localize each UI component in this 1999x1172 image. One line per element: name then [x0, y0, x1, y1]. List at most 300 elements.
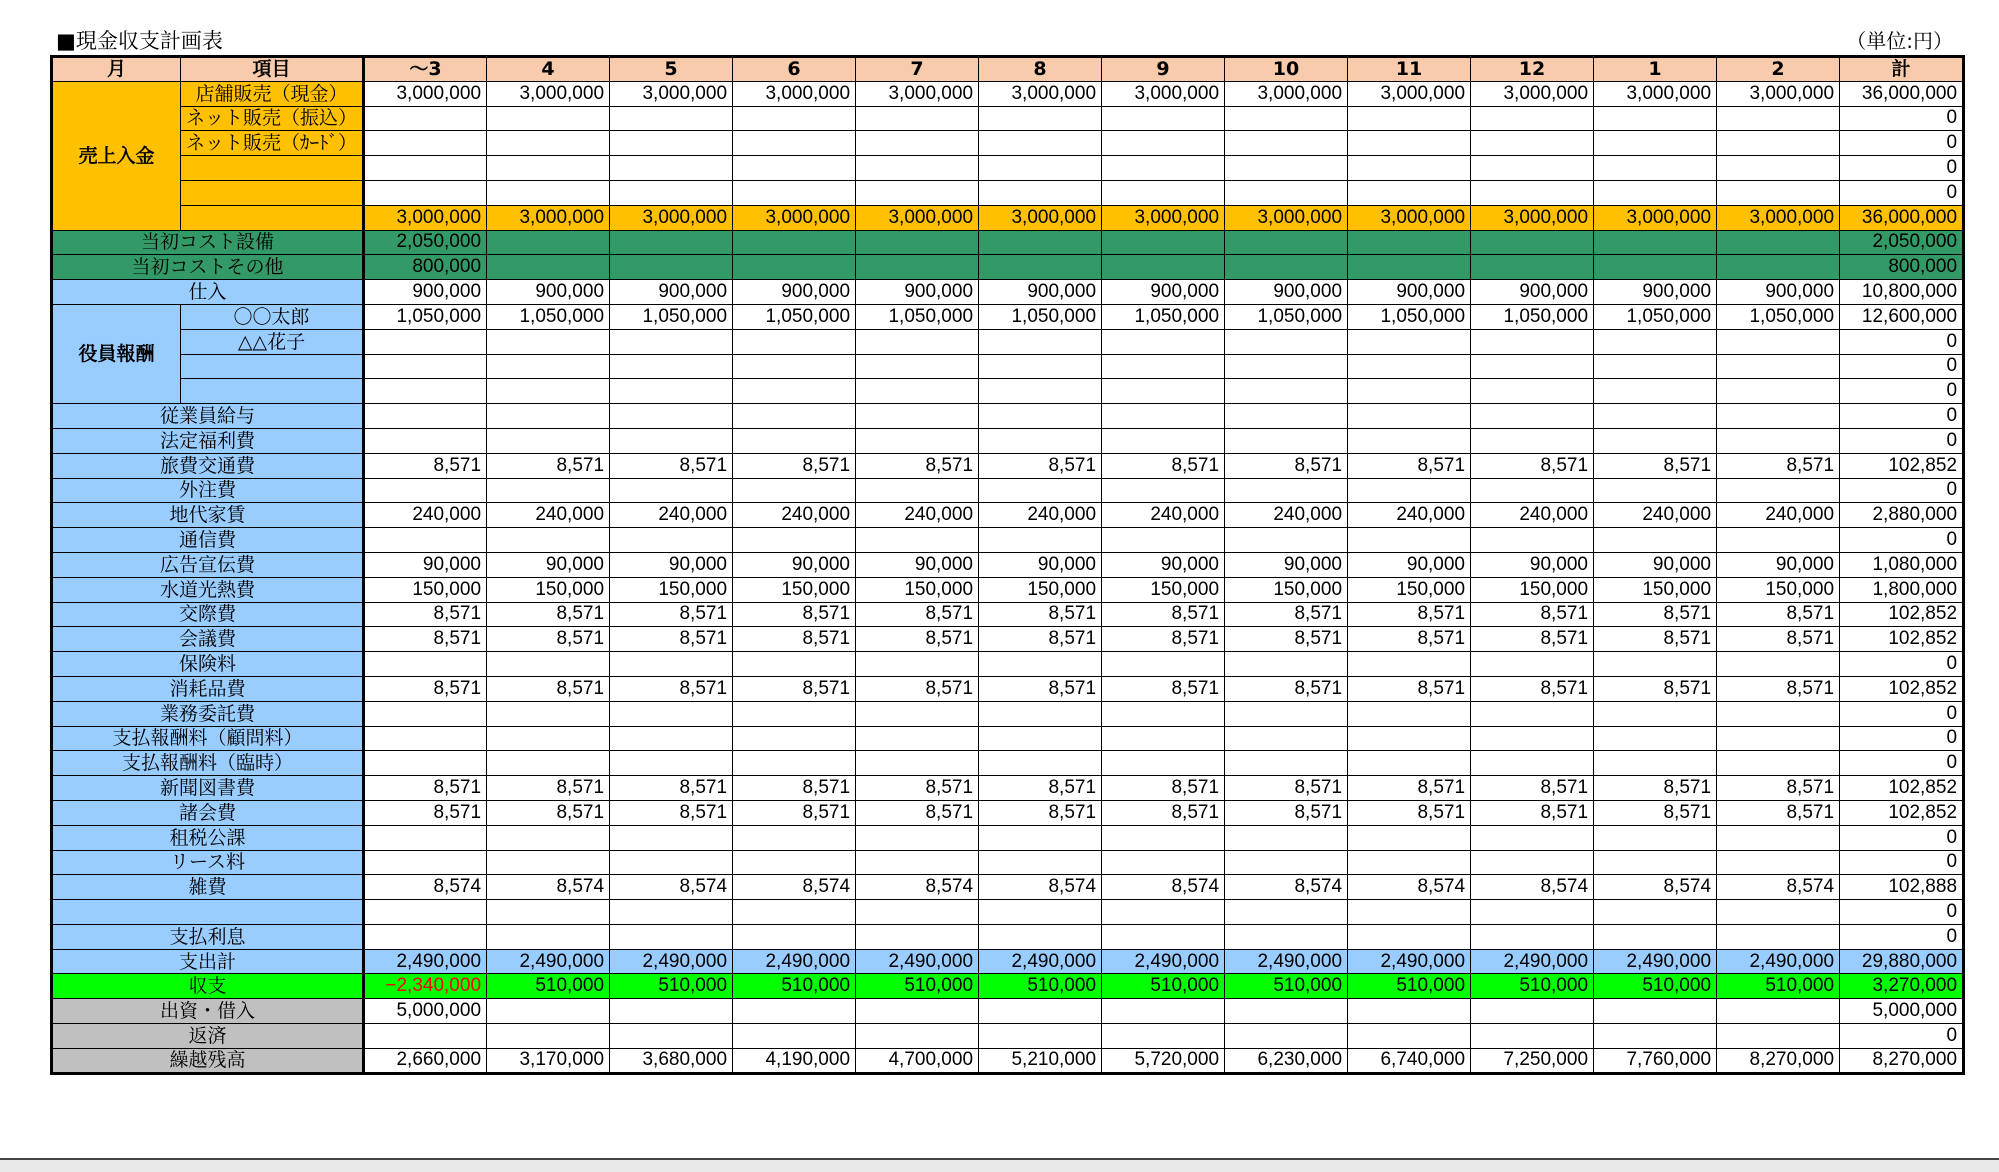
value-cell[interactable]: 3,000,000: [1594, 81, 1717, 106]
value-cell[interactable]: [1225, 1024, 1348, 1049]
value-cell[interactable]: [1594, 156, 1717, 181]
total-cell[interactable]: 36,000,000: [1840, 81, 1964, 106]
value-cell[interactable]: 8,571: [1471, 453, 1594, 478]
total-cell[interactable]: 102,888: [1840, 875, 1964, 900]
value-cell[interactable]: 510,000: [1102, 974, 1225, 999]
value-cell[interactable]: [1594, 106, 1717, 131]
value-cell[interactable]: 900,000: [1471, 280, 1594, 305]
value-cell[interactable]: 150,000: [856, 577, 979, 602]
value-cell[interactable]: 8,571: [487, 453, 610, 478]
value-cell[interactable]: 900,000: [1225, 280, 1348, 305]
value-cell[interactable]: [856, 528, 979, 553]
expense-label[interactable]: 会議費: [52, 627, 364, 652]
value-cell[interactable]: [1348, 924, 1471, 949]
value-cell[interactable]: [610, 726, 733, 751]
value-cell[interactable]: [1717, 924, 1840, 949]
month-column-header[interactable]: 2: [1717, 57, 1840, 82]
value-cell[interactable]: 8,574: [1225, 875, 1348, 900]
total-cell[interactable]: 0: [1840, 156, 1964, 181]
value-cell[interactable]: [364, 726, 487, 751]
value-cell[interactable]: 3,000,000: [1594, 205, 1717, 230]
value-cell[interactable]: [1102, 825, 1225, 850]
value-cell[interactable]: 3,000,000: [1471, 81, 1594, 106]
value-cell[interactable]: 8,571: [733, 676, 856, 701]
value-cell[interactable]: [1717, 156, 1840, 181]
value-cell[interactable]: 240,000: [1717, 503, 1840, 528]
expense-label[interactable]: 従業員給与: [52, 404, 364, 429]
value-cell[interactable]: [1102, 850, 1225, 875]
value-cell[interactable]: [1225, 726, 1348, 751]
sales-item-label[interactable]: [181, 156, 364, 181]
value-cell[interactable]: [487, 850, 610, 875]
value-cell[interactable]: 90,000: [610, 552, 733, 577]
value-cell[interactable]: [856, 106, 979, 131]
value-cell[interactable]: [1471, 478, 1594, 503]
value-cell[interactable]: [610, 230, 733, 255]
total-column-header[interactable]: 計: [1840, 57, 1964, 82]
value-cell[interactable]: 8,571: [856, 776, 979, 801]
value-cell[interactable]: [1594, 255, 1717, 280]
value-cell[interactable]: 1,050,000: [1717, 304, 1840, 329]
total-cell[interactable]: 0: [1840, 180, 1964, 205]
value-cell[interactable]: 90,000: [1225, 552, 1348, 577]
value-cell[interactable]: [733, 652, 856, 677]
expense-label[interactable]: 外注費: [52, 478, 364, 503]
value-cell[interactable]: [1717, 825, 1840, 850]
value-cell[interactable]: [1471, 230, 1594, 255]
value-cell[interactable]: 8,571: [1102, 676, 1225, 701]
value-cell[interactable]: [610, 825, 733, 850]
value-cell[interactable]: [1594, 924, 1717, 949]
value-cell[interactable]: 8,571: [1348, 602, 1471, 627]
value-cell[interactable]: [364, 404, 487, 429]
balance-label[interactable]: 収支: [52, 974, 364, 999]
expense-label[interactable]: 保険料: [52, 652, 364, 677]
value-cell[interactable]: 150,000: [733, 577, 856, 602]
expense-label[interactable]: 雑費: [52, 875, 364, 900]
value-cell[interactable]: 8,571: [979, 676, 1102, 701]
total-cell[interactable]: 2,880,000: [1840, 503, 1964, 528]
value-cell[interactable]: [487, 751, 610, 776]
value-cell[interactable]: [1717, 106, 1840, 131]
value-cell[interactable]: [1594, 751, 1717, 776]
value-cell[interactable]: 1,050,000: [364, 304, 487, 329]
value-cell[interactable]: 8,571: [1102, 800, 1225, 825]
value-cell[interactable]: [979, 652, 1102, 677]
value-cell[interactable]: [733, 329, 856, 354]
value-cell[interactable]: [1594, 726, 1717, 751]
value-cell[interactable]: [1225, 156, 1348, 181]
total-cell[interactable]: 1,800,000: [1840, 577, 1964, 602]
value-cell[interactable]: [1471, 825, 1594, 850]
value-cell[interactable]: [856, 156, 979, 181]
value-cell[interactable]: [1471, 652, 1594, 677]
value-cell[interactable]: 510,000: [1594, 974, 1717, 999]
value-cell[interactable]: [1225, 428, 1348, 453]
month-column-header[interactable]: 4: [487, 57, 610, 82]
expense-total-label[interactable]: 支出計: [52, 949, 364, 974]
total-cell[interactable]: 0: [1840, 329, 1964, 354]
value-cell[interactable]: [733, 528, 856, 553]
value-cell[interactable]: [487, 230, 610, 255]
value-cell[interactable]: 8,571: [1225, 627, 1348, 652]
value-cell[interactable]: 90,000: [1348, 552, 1471, 577]
value-cell[interactable]: 3,000,000: [1717, 81, 1840, 106]
value-cell[interactable]: 8,571: [856, 453, 979, 478]
value-cell[interactable]: [1225, 255, 1348, 280]
value-cell[interactable]: 8,574: [1717, 875, 1840, 900]
value-cell[interactable]: [1471, 850, 1594, 875]
value-cell[interactable]: [487, 180, 610, 205]
value-cell[interactable]: 900,000: [733, 280, 856, 305]
value-cell[interactable]: [364, 924, 487, 949]
value-cell[interactable]: [1102, 900, 1225, 925]
sales-item-label[interactable]: ネット販売（振込）: [181, 106, 364, 131]
total-cell[interactable]: 0: [1840, 701, 1964, 726]
value-cell[interactable]: [1471, 255, 1594, 280]
value-cell[interactable]: 8,571: [1348, 776, 1471, 801]
value-cell[interactable]: 1,050,000: [979, 304, 1102, 329]
value-cell[interactable]: 2,490,000: [1102, 949, 1225, 974]
value-cell[interactable]: [1717, 329, 1840, 354]
value-cell[interactable]: 3,000,000: [364, 81, 487, 106]
value-cell[interactable]: [1348, 478, 1471, 503]
value-cell[interactable]: 3,000,000: [856, 81, 979, 106]
value-cell[interactable]: [364, 652, 487, 677]
value-cell[interactable]: [610, 751, 733, 776]
value-cell[interactable]: 6,230,000: [1225, 1048, 1348, 1073]
value-cell[interactable]: 8,571: [1102, 602, 1225, 627]
total-cell[interactable]: 36,000,000: [1840, 205, 1964, 230]
value-cell[interactable]: [733, 1024, 856, 1049]
value-cell[interactable]: 8,571: [1225, 453, 1348, 478]
value-cell[interactable]: [1717, 180, 1840, 205]
value-cell[interactable]: 8,571: [979, 627, 1102, 652]
value-cell[interactable]: 1,050,000: [1348, 304, 1471, 329]
initial-cost-label[interactable]: 当初コスト設備: [52, 230, 364, 255]
value-cell[interactable]: [1348, 701, 1471, 726]
value-cell[interactable]: 900,000: [1717, 280, 1840, 305]
value-cell[interactable]: 3,000,000: [487, 81, 610, 106]
value-cell[interactable]: [487, 726, 610, 751]
value-cell[interactable]: 8,571: [1594, 627, 1717, 652]
value-cell[interactable]: [856, 1024, 979, 1049]
value-cell[interactable]: 240,000: [610, 503, 733, 528]
value-cell[interactable]: 90,000: [733, 552, 856, 577]
value-cell[interactable]: [1471, 900, 1594, 925]
capital-label[interactable]: 返済: [52, 1024, 364, 1049]
purchase-label[interactable]: 仕入: [52, 280, 364, 305]
value-cell[interactable]: [1102, 131, 1225, 156]
value-cell[interactable]: 150,000: [1594, 577, 1717, 602]
value-cell[interactable]: [1225, 850, 1348, 875]
value-cell[interactable]: [1225, 701, 1348, 726]
total-cell[interactable]: 102,852: [1840, 676, 1964, 701]
sales-item-label[interactable]: ネット販売（ｶｰﾄﾞ）: [181, 131, 364, 156]
value-cell[interactable]: 8,571: [1348, 676, 1471, 701]
value-cell[interactable]: [979, 528, 1102, 553]
value-cell[interactable]: 2,490,000: [979, 949, 1102, 974]
value-cell[interactable]: [1225, 230, 1348, 255]
value-cell[interactable]: 8,574: [733, 875, 856, 900]
value-cell[interactable]: [1102, 924, 1225, 949]
value-cell[interactable]: 900,000: [364, 280, 487, 305]
value-cell[interactable]: 240,000: [733, 503, 856, 528]
value-cell[interactable]: [364, 478, 487, 503]
value-cell[interactable]: [364, 825, 487, 850]
month-column-header[interactable]: 9: [1102, 57, 1225, 82]
value-cell[interactable]: 240,000: [487, 503, 610, 528]
value-cell[interactable]: 5,210,000: [979, 1048, 1102, 1073]
value-cell[interactable]: [733, 701, 856, 726]
value-cell[interactable]: 900,000: [856, 280, 979, 305]
value-cell[interactable]: [364, 329, 487, 354]
value-cell[interactable]: [487, 924, 610, 949]
value-cell[interactable]: [733, 230, 856, 255]
total-cell[interactable]: 10,800,000: [1840, 280, 1964, 305]
value-cell[interactable]: 1,050,000: [1471, 304, 1594, 329]
value-cell[interactable]: [610, 999, 733, 1024]
value-cell[interactable]: [487, 900, 610, 925]
value-cell[interactable]: [979, 428, 1102, 453]
value-cell[interactable]: 3,000,000: [733, 205, 856, 230]
value-cell[interactable]: [1348, 131, 1471, 156]
value-cell[interactable]: [364, 354, 487, 379]
value-cell[interactable]: [1102, 726, 1225, 751]
value-cell[interactable]: [1225, 329, 1348, 354]
value-cell[interactable]: 3,000,000: [1225, 81, 1348, 106]
expense-label[interactable]: 地代家賃: [52, 503, 364, 528]
value-cell[interactable]: −2,340,000: [364, 974, 487, 999]
value-cell[interactable]: 2,490,000: [1717, 949, 1840, 974]
value-cell[interactable]: [733, 180, 856, 205]
month-column-header[interactable]: 1: [1594, 57, 1717, 82]
value-cell[interactable]: [979, 131, 1102, 156]
value-cell[interactable]: 900,000: [487, 280, 610, 305]
value-cell[interactable]: 3,000,000: [1102, 205, 1225, 230]
value-cell[interactable]: 900,000: [1594, 280, 1717, 305]
value-cell[interactable]: 8,571: [1471, 627, 1594, 652]
value-cell[interactable]: [487, 354, 610, 379]
value-cell[interactable]: [1102, 404, 1225, 429]
value-cell[interactable]: [610, 528, 733, 553]
value-cell[interactable]: [1348, 255, 1471, 280]
value-cell[interactable]: [856, 255, 979, 280]
value-cell[interactable]: 8,571: [487, 800, 610, 825]
value-cell[interactable]: 3,000,000: [364, 205, 487, 230]
value-cell[interactable]: [1225, 999, 1348, 1024]
value-cell[interactable]: 2,490,000: [1594, 949, 1717, 974]
value-cell[interactable]: [1717, 379, 1840, 404]
value-cell[interactable]: [1102, 478, 1225, 503]
total-cell[interactable]: 0: [1840, 528, 1964, 553]
value-cell[interactable]: 4,700,000: [856, 1048, 979, 1073]
carryover-label[interactable]: 繰越残高: [52, 1048, 364, 1073]
value-cell[interactable]: 8,574: [364, 875, 487, 900]
value-cell[interactable]: [1102, 180, 1225, 205]
value-cell[interactable]: [1225, 528, 1348, 553]
value-cell[interactable]: 8,571: [979, 602, 1102, 627]
value-cell[interactable]: 8,571: [733, 602, 856, 627]
value-cell[interactable]: [1594, 230, 1717, 255]
value-cell[interactable]: [1594, 329, 1717, 354]
expense-label[interactable]: 支払報酬料（顧問料）: [52, 726, 364, 751]
value-cell[interactable]: 90,000: [979, 552, 1102, 577]
value-cell[interactable]: [1717, 404, 1840, 429]
value-cell[interactable]: [979, 255, 1102, 280]
value-cell[interactable]: [610, 850, 733, 875]
value-cell[interactable]: [979, 354, 1102, 379]
value-cell[interactable]: [364, 701, 487, 726]
total-cell[interactable]: 102,852: [1840, 800, 1964, 825]
value-cell[interactable]: [487, 404, 610, 429]
month-column-header[interactable]: 6: [733, 57, 856, 82]
value-cell[interactable]: 8,571: [856, 676, 979, 701]
value-cell[interactable]: [1348, 1024, 1471, 1049]
value-cell[interactable]: [856, 701, 979, 726]
value-cell[interactable]: 90,000: [1717, 552, 1840, 577]
value-cell[interactable]: [364, 751, 487, 776]
value-cell[interactable]: [487, 106, 610, 131]
value-cell[interactable]: [1717, 726, 1840, 751]
value-cell[interactable]: [1102, 156, 1225, 181]
value-cell[interactable]: 2,490,000: [610, 949, 733, 974]
value-cell[interactable]: 8,571: [487, 776, 610, 801]
value-cell[interactable]: [1717, 478, 1840, 503]
value-cell[interactable]: [856, 850, 979, 875]
value-cell[interactable]: 90,000: [487, 552, 610, 577]
value-cell[interactable]: 1,050,000: [487, 304, 610, 329]
value-cell[interactable]: 8,571: [610, 453, 733, 478]
value-cell[interactable]: 8,571: [856, 627, 979, 652]
value-cell[interactable]: 8,571: [1717, 800, 1840, 825]
value-cell[interactable]: [610, 900, 733, 925]
value-cell[interactable]: 150,000: [979, 577, 1102, 602]
value-cell[interactable]: [1102, 255, 1225, 280]
value-cell[interactable]: [1348, 379, 1471, 404]
officer-name-label[interactable]: [181, 354, 364, 379]
value-cell[interactable]: [733, 900, 856, 925]
capital-label[interactable]: 出資・借入: [52, 999, 364, 1024]
value-cell[interactable]: 8,571: [610, 776, 733, 801]
value-cell[interactable]: 8,571: [610, 602, 733, 627]
value-cell[interactable]: 3,000,000: [1471, 205, 1594, 230]
value-cell[interactable]: 510,000: [856, 974, 979, 999]
month-column-header[interactable]: 7: [856, 57, 979, 82]
value-cell[interactable]: [733, 156, 856, 181]
value-cell[interactable]: [364, 106, 487, 131]
value-cell[interactable]: [610, 478, 733, 503]
value-cell[interactable]: [1717, 528, 1840, 553]
value-cell[interactable]: [979, 106, 1102, 131]
value-cell[interactable]: 1,050,000: [733, 304, 856, 329]
value-cell[interactable]: [979, 999, 1102, 1024]
value-cell[interactable]: [1102, 999, 1225, 1024]
value-cell[interactable]: [1348, 354, 1471, 379]
value-cell[interactable]: 3,000,000: [733, 81, 856, 106]
value-cell[interactable]: [856, 726, 979, 751]
value-cell[interactable]: 8,571: [364, 800, 487, 825]
expense-label[interactable]: 交際費: [52, 602, 364, 627]
value-cell[interactable]: [1594, 404, 1717, 429]
value-cell[interactable]: [733, 850, 856, 875]
value-cell[interactable]: 8,571: [1717, 627, 1840, 652]
value-cell[interactable]: 3,000,000: [979, 81, 1102, 106]
value-cell[interactable]: 8,571: [1594, 602, 1717, 627]
value-cell[interactable]: [1594, 825, 1717, 850]
value-cell[interactable]: 8,571: [1348, 800, 1471, 825]
value-cell[interactable]: [979, 751, 1102, 776]
officer-name-label[interactable]: 〇〇太郎: [181, 304, 364, 329]
value-cell[interactable]: 3,170,000: [487, 1048, 610, 1073]
value-cell[interactable]: [1717, 131, 1840, 156]
value-cell[interactable]: [979, 329, 1102, 354]
value-cell[interactable]: [856, 825, 979, 850]
total-cell[interactable]: 0: [1840, 900, 1964, 925]
sales-item-label[interactable]: 店舗販売（現金）: [181, 81, 364, 106]
expense-label[interactable]: [52, 900, 364, 925]
total-cell[interactable]: 0: [1840, 106, 1964, 131]
value-cell[interactable]: 8,571: [1102, 776, 1225, 801]
value-cell[interactable]: [856, 900, 979, 925]
initial-cost-label[interactable]: 当初コストその他: [52, 255, 364, 280]
value-cell[interactable]: 90,000: [856, 552, 979, 577]
expense-label[interactable]: 新聞図書費: [52, 776, 364, 801]
value-cell[interactable]: [364, 850, 487, 875]
total-cell[interactable]: 0: [1840, 825, 1964, 850]
value-cell[interactable]: [1717, 900, 1840, 925]
value-cell[interactable]: [1594, 428, 1717, 453]
month-column-header[interactable]: 8: [979, 57, 1102, 82]
value-cell[interactable]: 8,571: [979, 776, 1102, 801]
value-cell[interactable]: 240,000: [1102, 503, 1225, 528]
value-cell[interactable]: 8,571: [1225, 676, 1348, 701]
value-cell[interactable]: [1102, 1024, 1225, 1049]
value-cell[interactable]: [1717, 230, 1840, 255]
value-cell[interactable]: [1594, 379, 1717, 404]
value-cell[interactable]: 510,000: [979, 974, 1102, 999]
value-cell[interactable]: 8,571: [364, 602, 487, 627]
value-cell[interactable]: [1225, 354, 1348, 379]
total-cell[interactable]: 29,880,000: [1840, 949, 1964, 974]
total-cell[interactable]: 0: [1840, 652, 1964, 677]
value-cell[interactable]: [1348, 850, 1471, 875]
value-cell[interactable]: [610, 329, 733, 354]
value-cell[interactable]: [733, 404, 856, 429]
value-cell[interactable]: [1471, 131, 1594, 156]
value-cell[interactable]: [979, 825, 1102, 850]
value-cell[interactable]: [487, 825, 610, 850]
value-cell[interactable]: [733, 726, 856, 751]
value-cell[interactable]: [1717, 850, 1840, 875]
value-cell[interactable]: [733, 924, 856, 949]
total-cell[interactable]: 102,852: [1840, 776, 1964, 801]
value-cell[interactable]: [1594, 131, 1717, 156]
value-cell[interactable]: 8,571: [487, 676, 610, 701]
total-cell[interactable]: 800,000: [1840, 255, 1964, 280]
value-cell[interactable]: 2,490,000: [1471, 949, 1594, 974]
value-cell[interactable]: [1102, 652, 1225, 677]
value-cell[interactable]: 8,571: [733, 776, 856, 801]
value-cell[interactable]: [1471, 924, 1594, 949]
total-cell[interactable]: 0: [1840, 850, 1964, 875]
total-cell[interactable]: 0: [1840, 428, 1964, 453]
value-cell[interactable]: 150,000: [487, 577, 610, 602]
value-cell[interactable]: [856, 180, 979, 205]
value-cell[interactable]: 900,000: [1102, 280, 1225, 305]
value-cell[interactable]: [1348, 404, 1471, 429]
value-cell[interactable]: 8,571: [1225, 602, 1348, 627]
